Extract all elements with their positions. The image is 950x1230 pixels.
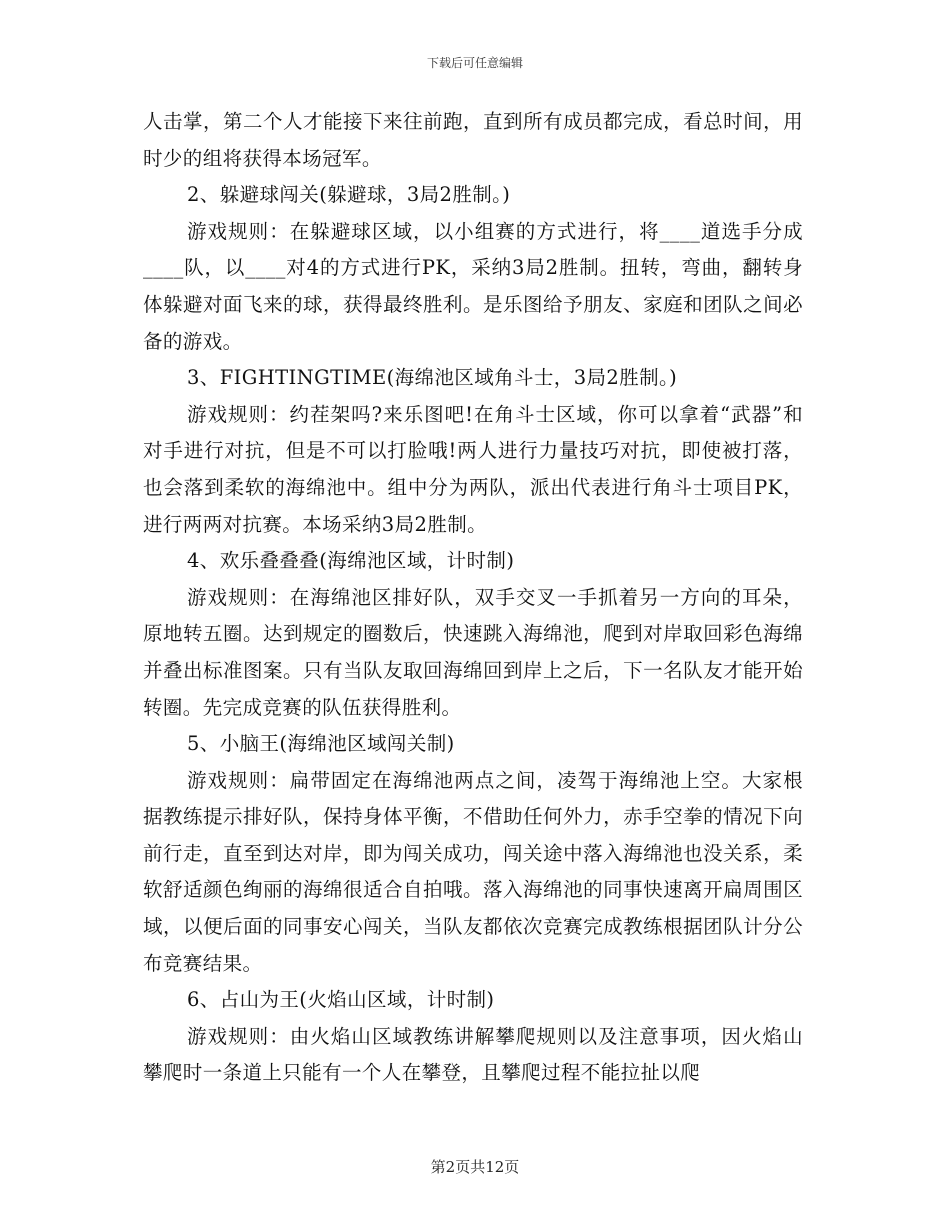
page-header: 下载后可任意编辑 (426, 56, 523, 70)
paragraph-stacking-rules: 游戏规则：在海绵池区排好队，双手交叉一手抓着另一方向的耳朵，原地转五圈。达到规定的圈数后，快速跳入海绵池，爬到对岸取回彩色海绵并叠出标准图案。只有当队友取回海绵回到岸上之后，下一名队友才能开始转圈。先完成竞赛的队伍获得胜利。 (143, 585, 803, 719)
section-heading-stacking: 4、欢乐叠叠叠(海绵池区域，计时制) (187, 549, 515, 573)
section-heading-dodgeball: 2、躲避球闯关(躲避球，3局2胜制。) (187, 183, 511, 207)
paragraph-mountain-rules: 游戏规则：由火焰山区域教练讲解攀爬规则以及注意事项，因火焰山攀爬时一条道上只能有一个人在攀登，且攀爬过程不能拉扯以爬 (143, 1024, 803, 1085)
paragraph-continuation: 人击掌，第二个人才能接下来往前跑，直到所有成员都完成，看总时间，用时少的组将获得本场冠军。 (143, 110, 803, 170)
paragraph-dodgeball-rules: 游戏规则：在躲避球区域，以小组赛的方式进行，将____道选手分成____队，以____对4的方式进行PK，采纳3局2胜制。扭转，弯曲，翻转身体躲避对面飞来的球，获得最终胜利。是乐图给予朋友、家庭和团队之间必备的游戏。 (143, 219, 803, 353)
section-heading-balance: 5、小脑王(海绵池区域闯关制) (187, 732, 455, 756)
section-heading-mountain: 6、占山为王(火焰山区域，计时制) (187, 988, 495, 1012)
paragraph-balance-rules: 游戏规则：扁带固定在海绵池两点之间，凌驾于海绵池上空。大家根据教练提示排好队，保持身体平衡，不借助任何外力，赤手空拳的情况下向前行走，直至到达对岸，即为闯关成功，闯关途中落入海绵池也没关系，柔软舒适颜色绚丽的海绵很适合自拍哦。落入海绵池的同事快速离开扁周围区域，以便后面的同事安心闯关，当队友都依次竞赛完成教练根据团队计分公布竞赛结果。 (143, 768, 803, 975)
paragraph-fightingtime-rules: 游戏规则：约茬架吗?来乐图吧!在角斗士区域，你可以拿着“武器”和对手进行对抗，但是不可以打脸哦!两人进行力量技巧对抗，即使被打落，也会落到柔软的海绵池中。组中分为两队，派出代表进行角斗士项目PK，进行两两对抗赛。本场采纳3局2胜制。 (143, 402, 803, 536)
page-footer: 第2页共12页 (430, 1158, 520, 1176)
document-body (143, 104, 803, 1092)
section-heading-fightingtime: 3、FIGHTINGTIME(海绵池区域角斗士，3局2胜制。) (187, 366, 678, 390)
